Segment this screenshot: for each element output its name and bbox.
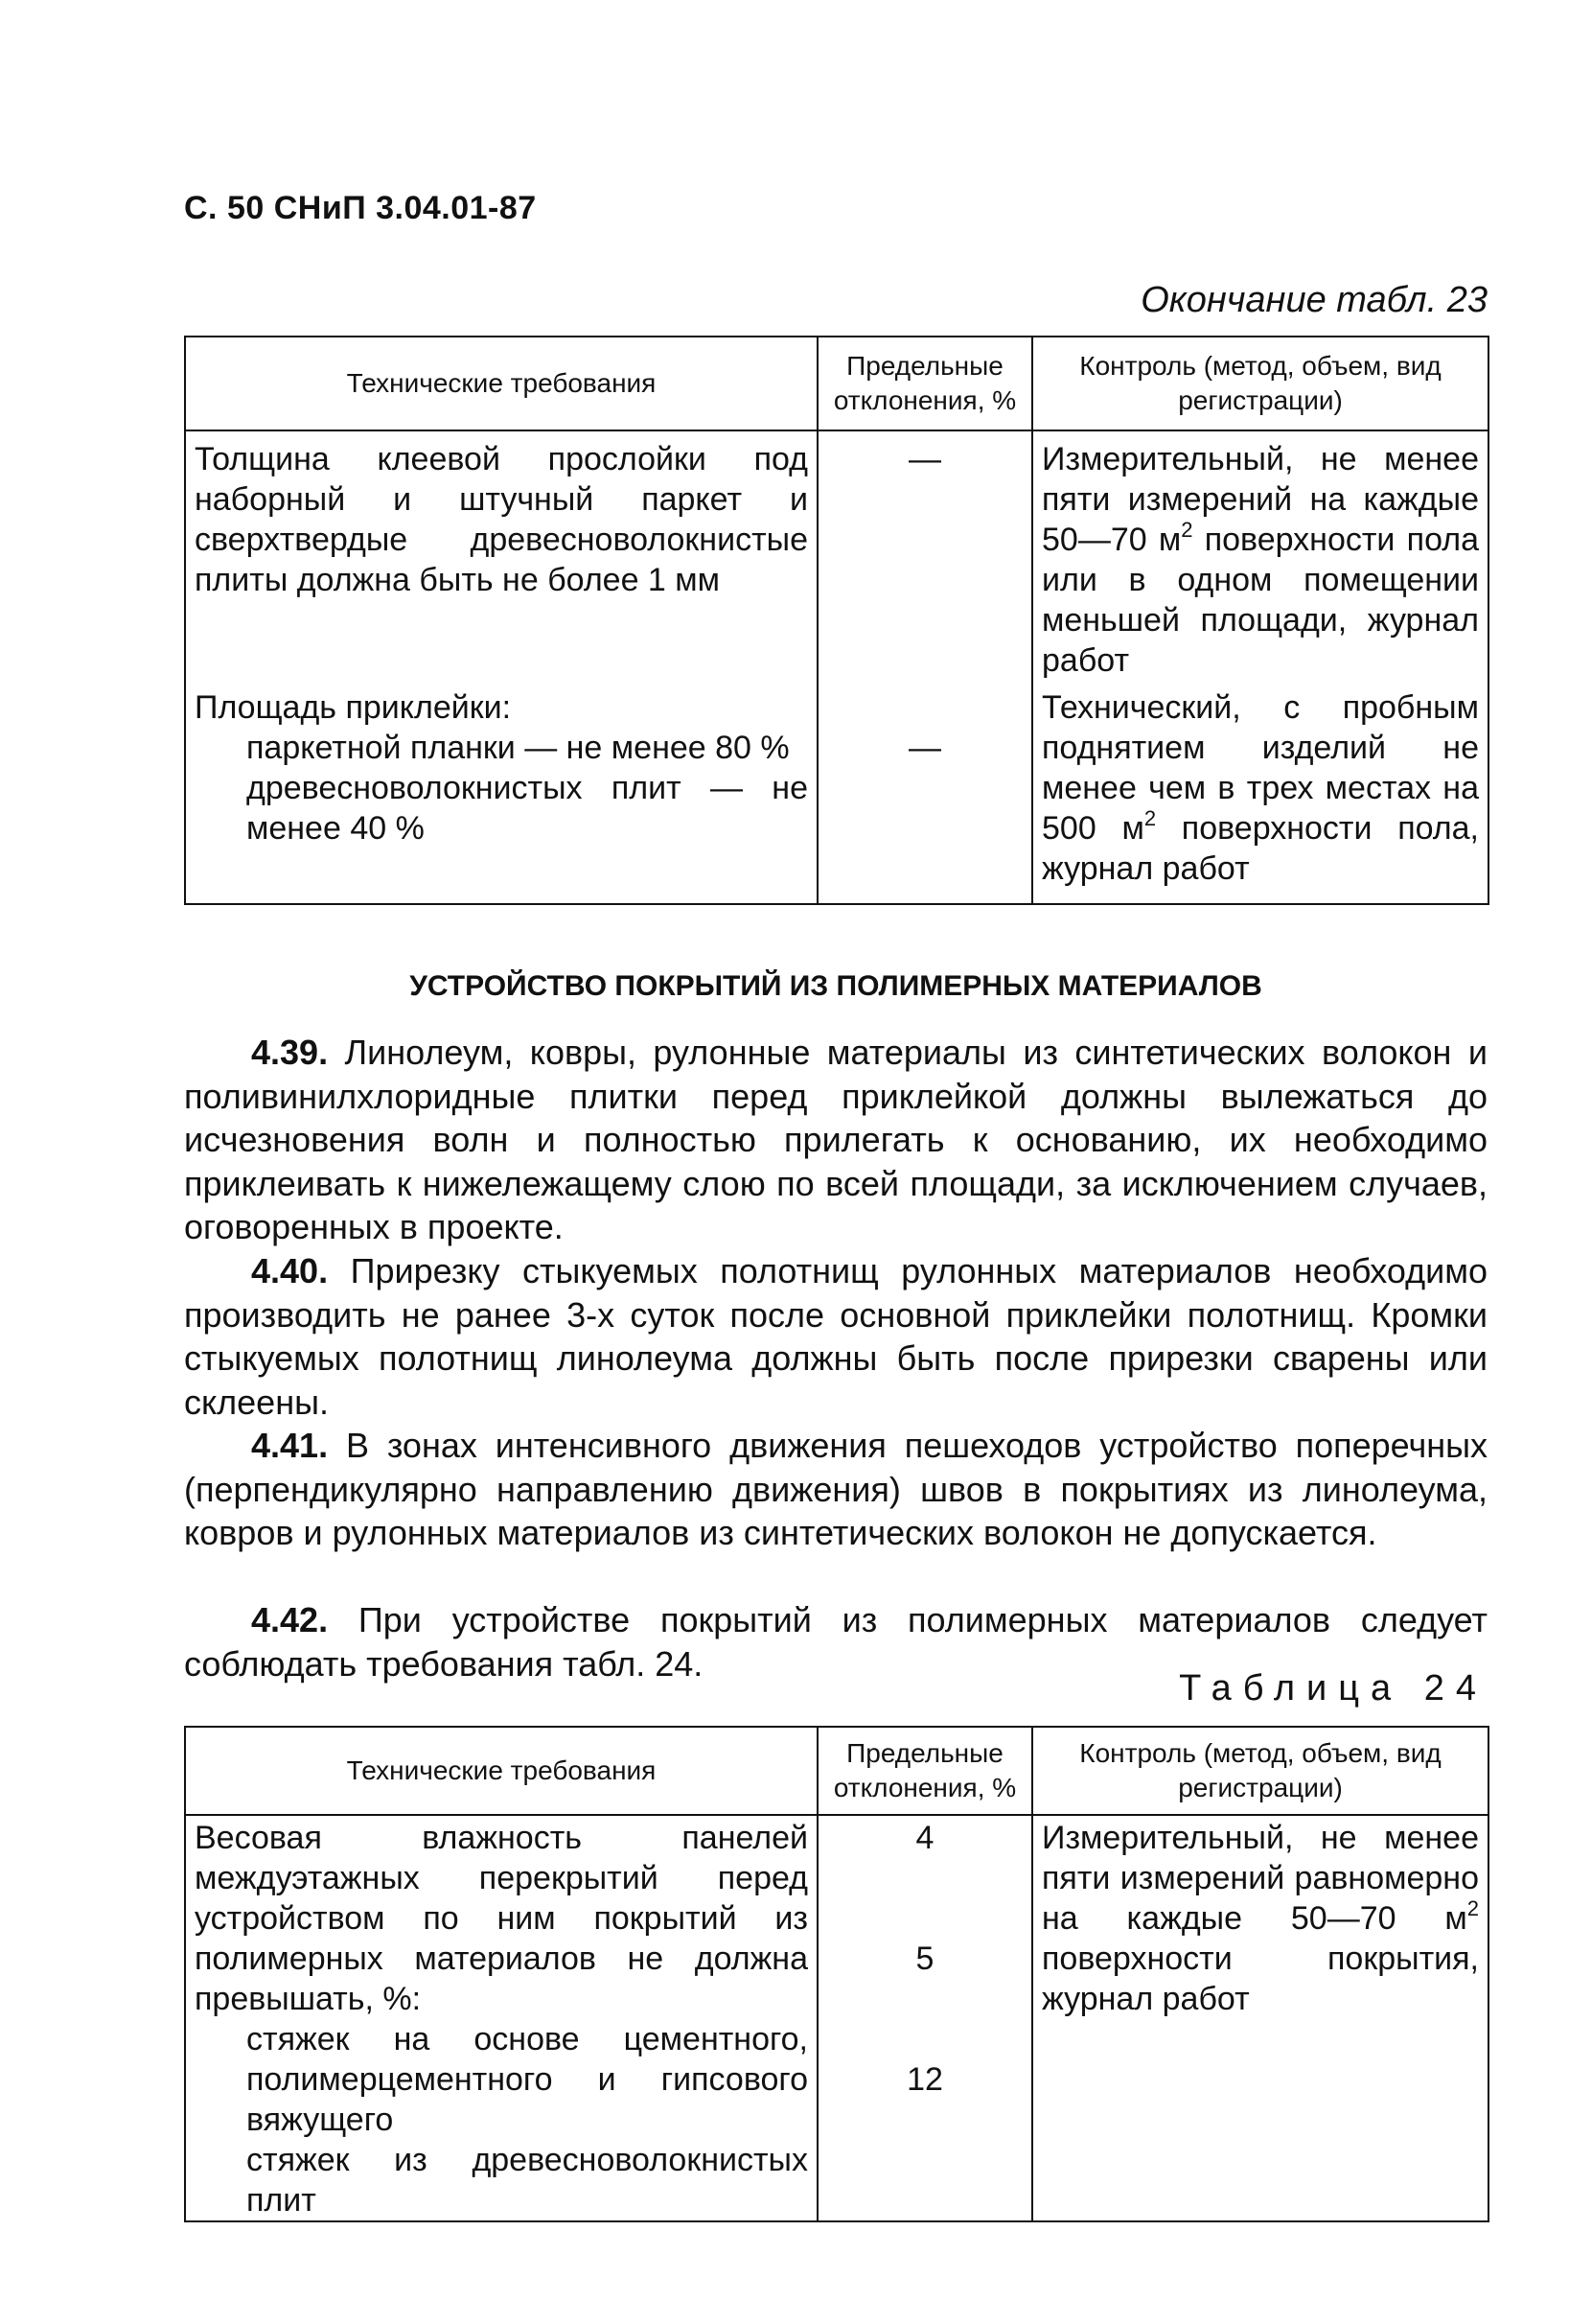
column-header-requirements: Технические требования bbox=[185, 337, 818, 430]
paragraph-4-39: 4.39. Линолеум, ковры, рулонные материалы из синтетических волокон и поливинилхлоридные плитки перед приклейкой должны вылежаться до исчезновения волн и полностью прилегать к основанию, их необходимо приклеивать к нижележащему слою по всей площади, за исключением случаев, оговоренных в проекте. bbox=[184, 1033, 1488, 1246]
deviation-value: 5 bbox=[915, 1941, 934, 1977]
requirement-item: паркетной планки — не менее 80 % bbox=[246, 730, 790, 766]
deviation-value: 4 bbox=[915, 1820, 934, 1856]
paragraph-4-41: 4.41. В зонах интенсивного движения пешеходов устройство поперечных (перпендикулярно направлению движения) швов в покрытиях из линолеума, ковров и рулонных материалов из синтетических волокон не допускается. bbox=[184, 1426, 1488, 1552]
requirement-title: Площадь приклейки: bbox=[195, 689, 512, 726]
column-header-control: Контроль (метод, объем, вид регистрации) bbox=[1032, 1727, 1488, 1815]
deviation-value: 12 bbox=[907, 2061, 943, 2098]
table-row bbox=[185, 430, 1488, 687]
table-24-header-row bbox=[185, 1727, 1488, 1815]
requirement-text: Толщина клеевой прослойки под наборный и штучный паркет и сверхтвердые древесноволокнистые плиты должна быть не более 1 мм bbox=[195, 441, 808, 598]
table-row bbox=[185, 687, 1488, 904]
requirement-item: стяжек из древесноволокнистых плит bbox=[246, 2142, 808, 2219]
control-text: Измерительный, не менее пяти измерений на каждые 50—70 $м^2$ поверхности пола или в одном помещении меньшей площади, журнал работ bbox=[1042, 441, 1479, 679]
control-text: Измерительный, не менее пяти измерений равномерно на каждые 50—70 $м^2$ поверхности покрытия, журнал работ bbox=[1042, 1820, 1479, 2017]
control-text: Технический, с пробным поднятием изделий не менее чем в трех местах на 500 $м^2$ поверхности пола, журнал работ bbox=[1042, 689, 1479, 887]
table-23-caption: Окончание табл. 23 bbox=[1141, 280, 1488, 320]
paragraph-4-40: 4.40. Прирезку стыкуемых полотнищ рулонных материалов необходимо производить не ранее 3-х суток после основной приклейки полотнищ. Кромки стыкуемых полотнищ линолеума должны быть после прирезки сварены или склеены. bbox=[184, 1251, 1488, 1422]
page-header: С. 50 СНиП 3.04.01-87 bbox=[184, 190, 537, 226]
table-24-title: Таблица 24 bbox=[1179, 1668, 1488, 1708]
table-row bbox=[185, 1815, 1488, 2221]
table-23-header-row bbox=[185, 337, 1488, 430]
column-header-control: Контроль (метод, объем, вид регистрации) bbox=[1032, 337, 1488, 430]
requirement-item: стяжек на основе цементного, полимерцементного и гипсового вяжущего bbox=[246, 2021, 808, 2138]
paragraph-4-42: 4.42. При устройстве покрытий из полимерных материалов следует соблюдать требования табл. 24. bbox=[184, 1600, 1488, 1684]
column-header-deviation: Предельные отклонения, % bbox=[818, 1727, 1032, 1815]
requirement-item: древесноволокнистых плит — не менее 40 % bbox=[246, 770, 808, 847]
column-header-deviation: Предельные отклонения, % bbox=[818, 337, 1032, 430]
column-header-requirements: Технические требования bbox=[185, 1727, 818, 1815]
table-23 bbox=[184, 336, 1489, 905]
requirement-text: Весовая влажность панелей междуэтажных перекрытий перед устройством по ним покрытий из полимерных материалов не должна превышать, %: bbox=[195, 1820, 808, 2017]
table-24 bbox=[184, 1726, 1489, 2222]
deviation-value: — bbox=[909, 441, 941, 477]
section-title: УСТРОЙСТВО ПОКРЫТИЙ ИЗ ПОЛИМЕРНЫХ МАТЕРИАЛОВ bbox=[409, 970, 1262, 1002]
deviation-value: — bbox=[909, 730, 941, 766]
